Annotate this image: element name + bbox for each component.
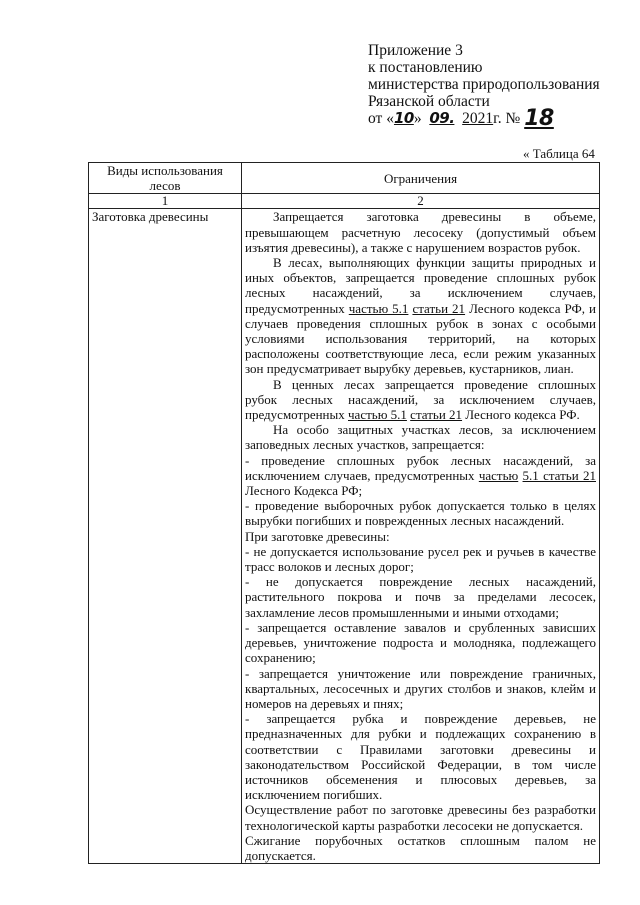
date-prefix: от « xyxy=(368,110,394,127)
paragraph-10: - запрещается оставление завалов и срубленных зависших деревьев, уничтожение подроста и молодняка, подлежащего сохранению; xyxy=(245,619,596,666)
table-title: « Таблица 64 xyxy=(523,146,595,161)
date-suffix: г. № xyxy=(493,110,521,127)
document-header xyxy=(368,42,618,131)
date-mid: » xyxy=(413,110,422,127)
paragraph-7: При заготовке древесины: xyxy=(245,528,390,544)
header-usage-types: Виды использования лесов xyxy=(89,163,242,194)
law-article-link[interactable]: статьи 21 xyxy=(410,407,463,423)
law-part-link[interactable]: частью 5.1 xyxy=(348,300,409,316)
paragraph-9: - не допускается повреждение лесных насаждений, растительного покрова и почв за пределами лесосек, захламление лесов промышленными и иными отходами; xyxy=(245,574,596,620)
date-number-line xyxy=(368,106,618,131)
column-number-1: 1 xyxy=(89,194,242,209)
date-year: 2021 xyxy=(462,110,494,127)
column-number-row xyxy=(89,194,600,209)
table-header-row xyxy=(89,163,600,194)
region-line: Рязанской области xyxy=(368,93,490,110)
header-restrictions: Ограничения xyxy=(242,163,600,194)
paragraph-5: - проведение сплошных рубок лесных насаждений, за исключением случаев, предусмотренных частью 5.1 статьи 21 Лесного Кодекса РФ; xyxy=(245,452,596,499)
appendix-title: Приложение 3 xyxy=(368,42,463,59)
law-part-link[interactable]: частью 5.1 xyxy=(348,407,407,423)
table-row xyxy=(89,209,600,864)
date-month: 09. xyxy=(429,109,455,127)
paragraph-12: - запрещается рубка и повреждение деревьев, не предназначенных для рубки и подлежащих сохранению в соответствии с Правилами заготовки древесины и законодательством Российской Федерации, в том числе источников обсеменения и плюсовых деревьев, за исключением погибших. xyxy=(245,711,596,803)
paragraph-13: Осуществление работ по заготовке древесины без разработки технологической карты разработки лесосеки не допускается. xyxy=(245,802,596,833)
date-day: 10 xyxy=(393,109,414,127)
paragraph-2: В лесах, выполняющих функции защиты природных и иных объектов, запрещается проведение сплошных рубок лесных насаждений, за исключением случаев, предусмотренных частью 5.1 статьи 21 Лесного кодекса РФ, и случаев проведения сплошных рубок в зонах с особыми условиями использования территорий, на которых расположены соответствующие леса, если режим указанных зон предусматривает вырубку деревьев, кустарников, лиан. xyxy=(245,255,596,377)
restrictions-cell xyxy=(242,209,600,864)
paragraph-11: - запрещается уничтожение или повреждение граничных, квартальных, лесосечных и других столбов и знаков, клейм и номеров на деревьях и пнях; xyxy=(245,665,596,711)
paragraph-3: В ценных лесах запрещается проведение сплошных рубок лесных насаждений, за исключением случаев, предусмотренных частью 5.1 статьи 21 Лесного кодекса РФ. xyxy=(245,376,596,423)
law-article-link[interactable]: 5.1 статьи 21 xyxy=(522,467,596,483)
law-part-link[interactable]: частью xyxy=(478,467,519,483)
ministry-line: министерства природопользования xyxy=(368,76,600,93)
document-number: 18 xyxy=(524,106,554,131)
paragraph-14: Сжигание порубочных остатков сплошным палом не допускается. xyxy=(245,832,596,863)
paragraph-6: - проведение выборочных рубок допускается только в целях вырубки погибших и поврежденных лесных насаждений. xyxy=(245,498,596,529)
restrictions-table xyxy=(88,162,600,864)
paragraph-8: - не допускается использование русел рек и ручьев в качестве трасс волоков и лесных дорог; xyxy=(245,543,596,575)
paragraph-4: На особо защитных участках лесов, за исключением заповедных лесных участков, запрещается: xyxy=(245,422,596,453)
resolution-line: к постановлению xyxy=(368,59,483,76)
law-article-link[interactable]: статьи 21 xyxy=(412,300,466,316)
usage-type-cell: Заготовка древесины xyxy=(89,209,242,864)
paragraph-1: Запрещается заготовка древесины в объеме, превышающем расчетную лесосеку (допустимый объем изъятия древесины), а также с нарушением возрастов рубок. xyxy=(245,209,596,255)
column-number-2: 2 xyxy=(242,194,600,209)
